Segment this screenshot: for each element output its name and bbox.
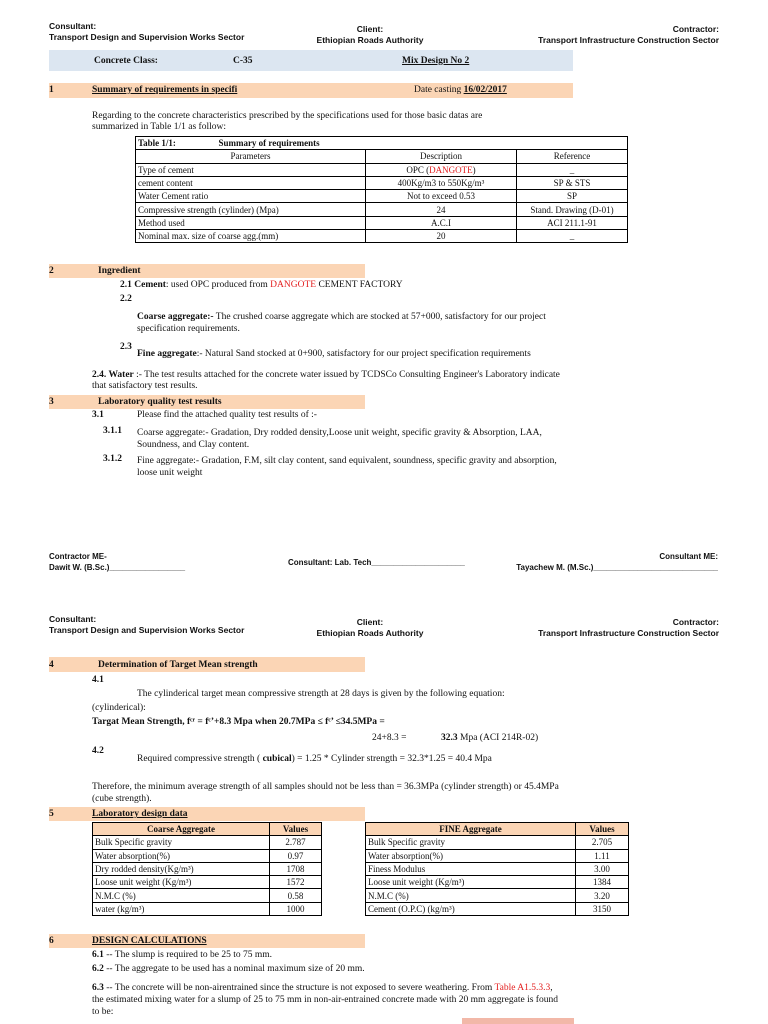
s41-text-line2: (cylinderical): xyxy=(92,703,146,713)
col-description: Description xyxy=(366,150,517,163)
s42-text: Required compressive strength ( xyxy=(137,754,263,764)
table-row xyxy=(366,902,629,915)
cell-property: Dry rodded density(Kg/m³) xyxy=(93,862,270,875)
consultant-name: Transport Design and Supervision Works Sector xyxy=(49,32,245,42)
cell-desc: Not to exceed 0.53 xyxy=(366,190,517,203)
desc-text: OPC ( xyxy=(406,164,430,175)
concrete-class-value: C-35 xyxy=(233,56,253,66)
s31-text: Please find the attached quality test results of :- xyxy=(137,410,317,420)
cell-param: Water Cement ratio xyxy=(136,190,366,203)
section1-title: Summary of requirements in specifi xyxy=(92,85,238,95)
section3-title: Laboratory quality test results xyxy=(98,397,222,407)
cell-param: Compressive strength (cylinder) (Mpa) xyxy=(136,203,366,216)
s63-paragraph xyxy=(92,982,558,1018)
s42-line xyxy=(137,754,492,764)
s63-text-end: , xyxy=(550,983,553,993)
header-contractor xyxy=(538,617,719,639)
col-values: Values xyxy=(576,823,629,836)
fine-aggregate-table xyxy=(365,822,629,916)
coarse-agg-text-line2: specification requirements. xyxy=(137,324,240,334)
table-label: Table 1/1: xyxy=(138,138,176,149)
cell-value: 1000 xyxy=(270,902,322,915)
cell-ref: SP & STS xyxy=(517,176,628,189)
cell-property: N.M.C (%) xyxy=(93,889,270,902)
target-mean-result xyxy=(441,733,538,743)
section1-intro-line2: summarized in Table 1/1 as follow: xyxy=(92,122,226,132)
section5-title: Laboratory design data xyxy=(92,809,188,819)
cell-desc: 20 xyxy=(366,230,517,243)
consultant-label: Consultant: xyxy=(49,21,97,31)
cell-ref: _ xyxy=(517,163,628,176)
s312-text-line2: loose unit weight xyxy=(137,468,203,478)
cell-ref: ACI 211.1-91 xyxy=(517,216,628,229)
col-parameters: Parameters xyxy=(136,150,366,163)
cutoff-highlight xyxy=(462,1018,574,1024)
consultant-me-label: Consultant ME: xyxy=(659,552,718,561)
cell-property: Water absorption(%) xyxy=(93,849,270,862)
coarse-agg-paragraph xyxy=(137,311,546,335)
s41-text: The cylinderical target mean compressive strength at 28 days is given by the following equation: xyxy=(137,689,505,699)
table-title: Summary of requirements xyxy=(218,138,320,149)
contractor-name: Transport Infrastructure Construction Sector xyxy=(538,628,719,638)
client-name: Ethiopian Roads Authority xyxy=(316,628,424,638)
table-row xyxy=(366,876,629,889)
cell-value: 3.20 xyxy=(576,889,629,902)
signature-contractor xyxy=(49,551,185,573)
table-row xyxy=(366,862,629,875)
s311-text-line1: Coarse aggregate:- Gradation, Dry rodded density,Loose unit weight, specific gravity & Absorption, LAA, xyxy=(137,428,542,438)
header-contractor xyxy=(538,24,719,46)
coarse-agg-text: The crushed coarse aggregate which are stocked at 57+000, satisfactory for our project xyxy=(213,312,546,322)
cell-value: 2.705 xyxy=(576,836,629,849)
cell-value: 0.58 xyxy=(270,889,322,902)
coarse-agg-number: 2.2 xyxy=(120,294,132,304)
consultant-label: Consultant: xyxy=(49,614,97,624)
fine-table-header xyxy=(366,823,629,836)
s41-number: 4.1 xyxy=(92,675,104,685)
s312-text-line1: Fine aggregate:- Gradation, F.M, silt clay content, sand equivalent, soundness, specific gravity and absorption, xyxy=(137,456,557,466)
water-text: :- The test results attached for the concrete water issued by TCDSCo Consulting Engineer's Laboratory indicate xyxy=(133,370,560,380)
client-label: Client: xyxy=(356,24,384,34)
cell-property: N.M.C (%) xyxy=(366,889,576,902)
table-row xyxy=(366,836,629,849)
table-row xyxy=(136,163,628,176)
s63-text: -- The concrete will be non-airentrained since the structure is not exposed to severe weathering. From xyxy=(103,983,495,993)
s31-number: 3.1 xyxy=(92,410,104,420)
header-client xyxy=(300,617,440,639)
desc-text-end: ) xyxy=(472,164,476,175)
cell-property: Loose unit weight (Kg/m³) xyxy=(366,876,576,889)
cell-value: 2.787 xyxy=(270,836,322,849)
cement-text: : used OPC produced from xyxy=(165,280,271,290)
s62-number: 6.2 xyxy=(92,964,104,974)
table-row xyxy=(366,849,629,862)
s62-line xyxy=(92,964,365,974)
s42-number: 4.2 xyxy=(92,746,104,756)
signature-consultant xyxy=(516,551,718,573)
date-casting-label: Date casting xyxy=(414,85,464,95)
coarse-aggregate-table xyxy=(92,822,322,916)
table-row xyxy=(93,902,322,915)
cell-ref: Stand. Drawing (D-01) xyxy=(517,203,628,216)
cell-desc: 24 xyxy=(366,203,517,216)
cell-property: water (kg/m³) xyxy=(93,902,270,915)
s311-number: 3.1.1 xyxy=(103,426,122,436)
cell-desc: 400Kg/m3 to 550Kg/m³ xyxy=(366,176,517,189)
s63-text-line2: the estimated mixing water for a slump of 25 to 75 mm in non-air-entrained concrete made with 20 mm aggregate is found xyxy=(92,995,558,1005)
s42-text-end: ) = 1.25 * Cylinder strength = 32.3*1.25 = 40.4 Mpa xyxy=(291,754,492,764)
cement-line xyxy=(120,280,403,290)
table-row xyxy=(136,190,628,203)
desc-red-text: DANGOTE xyxy=(429,164,473,175)
cell-property: Bulk Specific gravity xyxy=(366,836,576,849)
contractor-name: Transport Infrastructure Construction Sector xyxy=(538,35,719,45)
cell-value: 3150 xyxy=(576,902,629,915)
requirements-table xyxy=(135,136,628,243)
table-row xyxy=(93,876,322,889)
col-fine-aggregate: FINE Aggregate xyxy=(366,823,576,836)
section6-title: DESIGN CALCULATIONS xyxy=(92,936,207,946)
s63-number: 6.3 xyxy=(92,983,104,993)
table-row xyxy=(136,216,628,229)
s63-text-line3: to be: xyxy=(92,1007,114,1017)
concrete-class-label: Concrete Class: xyxy=(94,56,158,66)
table-row xyxy=(366,889,629,902)
table-row xyxy=(93,836,322,849)
cell-value: 3.00 xyxy=(576,862,629,875)
header-consultant xyxy=(49,614,244,636)
target-mean-calc: 24+8.3 = xyxy=(372,733,407,743)
cell-value: 1.11 xyxy=(576,849,629,862)
cell-desc: A.C.I xyxy=(366,216,517,229)
section6-number: 6 xyxy=(49,936,54,946)
water-paragraph xyxy=(92,370,560,392)
cell-value: 1572 xyxy=(270,876,322,889)
client-label: Client: xyxy=(356,617,384,627)
table-row xyxy=(93,889,322,902)
contractor-me-name: Dawit W. (B.Sc.)_________________ xyxy=(49,563,186,572)
s61-text: -- The slump is required to be 25 to 75 mm. xyxy=(103,950,273,960)
section4-number: 4 xyxy=(49,660,54,670)
coarse-agg-label: Coarse aggregate:- xyxy=(137,312,214,322)
cement-label: 2.1 Cement xyxy=(120,280,166,290)
water-label: 2.4. Water xyxy=(92,370,134,380)
cell-param: cement content xyxy=(136,176,366,189)
section1-intro-line1: Regarding to the concrete characteristics prescribed by the specifications used for those basic datas are xyxy=(92,111,483,121)
col-coarse-aggregate: Coarse Aggregate xyxy=(93,823,270,836)
therefore-paragraph xyxy=(92,781,559,805)
cement-brand: DANGOTE xyxy=(270,280,317,290)
requirements-table-title-row xyxy=(136,137,628,150)
section2-title: Ingredient xyxy=(98,266,141,276)
s312-paragraph xyxy=(137,455,557,479)
coarse-table-header xyxy=(93,823,322,836)
cell-ref: _ xyxy=(517,230,628,243)
fine-agg-label: Fine aggregate xyxy=(137,349,197,359)
s63-table-ref: Table A1.5.3.3 xyxy=(494,983,551,993)
s61-number: 6.1 xyxy=(92,950,104,960)
section1-number: 1 xyxy=(49,85,54,95)
consultant-me-name: Tayachew M. (M.Sc.)____________________________ xyxy=(516,563,718,572)
section2-band xyxy=(49,264,365,278)
therefore-line1: Therefore, the minimum average strength of all samples should not be less than = 36.3MPa (cylinder strength) or 45.4MPa xyxy=(92,782,559,792)
section2-number: 2 xyxy=(49,266,54,276)
cell-param: Nominal max. size of coarse agg.(mm) xyxy=(136,230,366,243)
cell-desc xyxy=(366,163,517,176)
target-mean-unit: Mpa (ACI 214R-02) xyxy=(457,733,539,743)
cell-property: Loose unit weight (Kg/m³) xyxy=(93,876,270,889)
s311-text-line2: Soundness, and Clay content. xyxy=(137,440,250,450)
cell-ref: SP xyxy=(517,190,628,203)
table-row xyxy=(136,176,628,189)
s311-paragraph xyxy=(137,427,542,451)
client-name: Ethiopian Roads Authority xyxy=(316,35,424,45)
contractor-label: Contractor: xyxy=(672,617,719,627)
section1-intro xyxy=(92,111,482,133)
s42-bold: cubical xyxy=(262,754,292,764)
therefore-line2: (cube strength). xyxy=(92,794,152,804)
cell-property: Finess Modulus xyxy=(366,862,576,875)
signature-lab-tech: Consultant: Lab. Tech_____________________ xyxy=(288,558,465,567)
cell-param: Type of cement xyxy=(136,163,366,176)
cell-param: Method used xyxy=(136,216,366,229)
fine-agg-text: :- Natural Sand stocked at 0+900, satisfactory for our project specification requirements xyxy=(196,349,531,359)
water-text-line2: that satisfactory test results. xyxy=(92,381,198,391)
contractor-me-label: Contractor ME- xyxy=(49,552,107,561)
section3-number: 3 xyxy=(49,397,54,407)
col-reference: Reference xyxy=(517,150,628,163)
section5-number: 5 xyxy=(49,809,54,819)
header-consultant xyxy=(49,21,244,43)
cell-property: Cement (O.P.C) (kg/m³) xyxy=(366,902,576,915)
table-row xyxy=(93,862,322,875)
consultant-name: Transport Design and Supervision Works Sector xyxy=(49,625,245,635)
s312-number: 3.1.2 xyxy=(103,454,122,464)
mix-design-label: Mix Design No 2 xyxy=(402,56,470,66)
table-row xyxy=(93,849,322,862)
table-row xyxy=(136,230,628,243)
s62-text: -- The aggregate to be used has a nominal maximum size of 20 mm. xyxy=(103,964,365,974)
cell-value: 1384 xyxy=(576,876,629,889)
target-mean-value: 32.3 xyxy=(441,733,458,743)
col-values: Values xyxy=(270,823,322,836)
header-client xyxy=(300,24,440,46)
section4-title: Determination of Target Mean strength xyxy=(98,660,258,670)
requirements-table-header xyxy=(136,150,628,163)
cell-value: 0.97 xyxy=(270,849,322,862)
fine-agg-number: 2.3 xyxy=(120,342,132,352)
date-casting-value: 16/02/2017 xyxy=(463,85,507,95)
cell-property: Water absorption(%) xyxy=(366,849,576,862)
fine-agg-line xyxy=(137,349,531,359)
table-row xyxy=(136,203,628,216)
cell-property: Bulk Specific gravity xyxy=(93,836,270,849)
s61-line xyxy=(92,950,272,960)
contractor-label: Contractor: xyxy=(672,24,719,34)
cell-value: 1708 xyxy=(270,862,322,875)
target-mean-formula: Targat Mean Strength, fᶜʳ = fᶜ’+8.3 Mpa when 20.7MPa ≤ fᶜ’ ≤34.5MPa = xyxy=(92,717,385,727)
cement-text-end: CEMENT FACTORY xyxy=(316,280,403,290)
date-casting xyxy=(414,85,507,95)
